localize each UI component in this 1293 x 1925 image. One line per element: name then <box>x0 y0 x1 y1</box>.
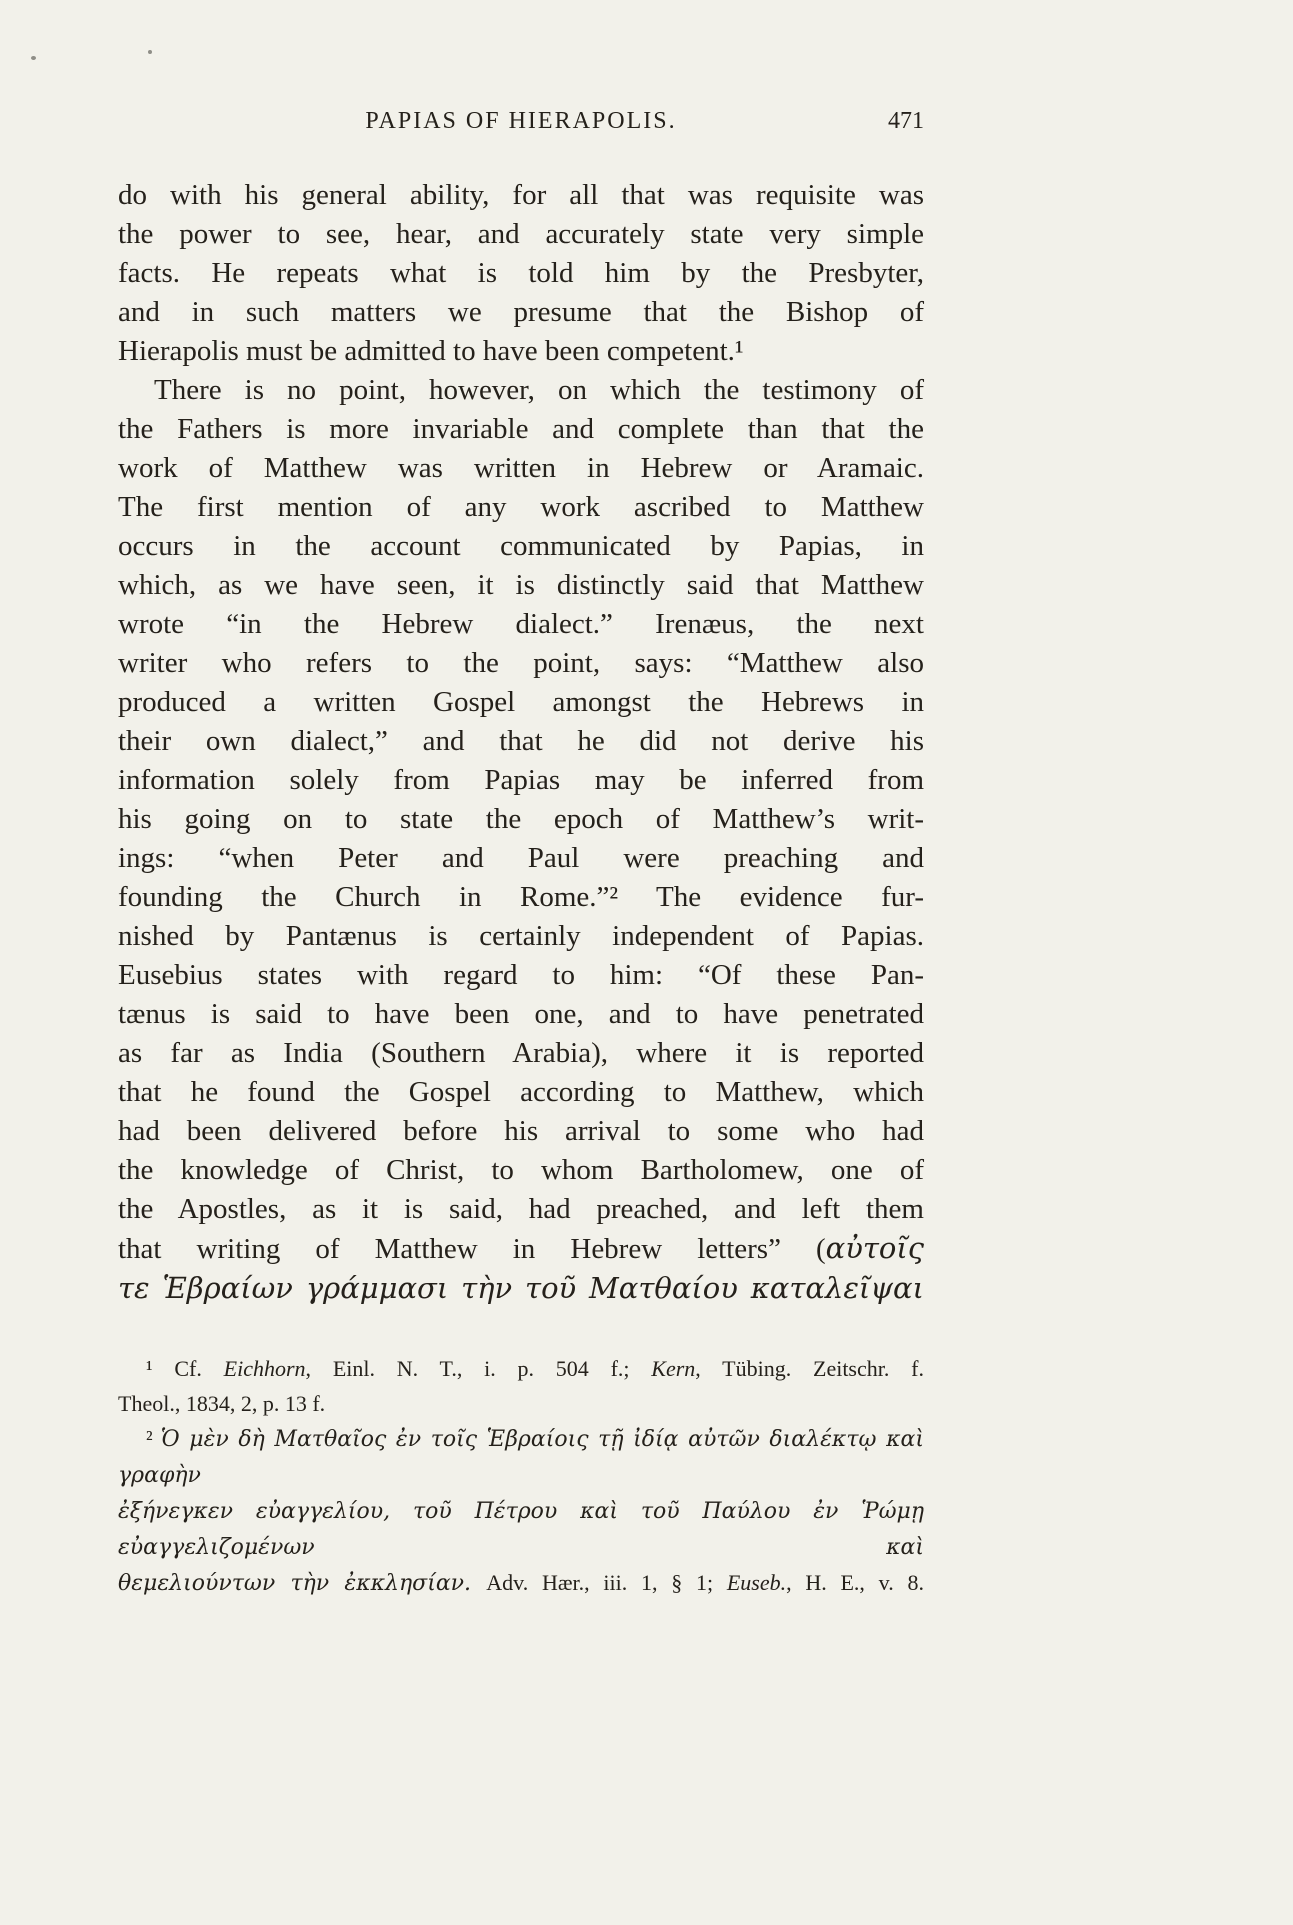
text-segment: and in such matters we presume that the Bishop of <box>118 296 924 328</box>
text-segment: , H. E., v. 8. <box>786 1570 924 1595</box>
text-segment: the Fathers is more invariable and complete than that the <box>118 413 924 445</box>
text-segment: ings: “when Peter and Paul were preaching and <box>118 842 924 874</box>
text-segment: , Tübing. Zeitschr. f. <box>695 1356 924 1381</box>
running-title: PAPIAS OF HIERAPOLIS. <box>365 108 677 134</box>
text-segment: , Einl. N. T., i. p. 504 f.; <box>305 1356 652 1381</box>
text-line <box>118 1190 924 1229</box>
text-line <box>118 878 924 917</box>
text-segment: ² <box>146 1426 161 1451</box>
text-segment: do with his general ability, for all that was requisite was <box>118 179 924 211</box>
greek-text: αὐτοῖς <box>825 1231 924 1265</box>
text-segment: Eusebius states with regard to him: “Of these Pan- <box>118 959 924 991</box>
text-segment: which, as we have seen, it is distinctly said that Matthew <box>118 569 924 601</box>
footnotes <box>118 1351 924 1601</box>
greek-text: τε Ἑβραίων γράμμασι τὴν τοῦ Ματθαίου καταλεῖψαι <box>118 1271 924 1305</box>
text-segment: wrote “in the Hebrew dialect.” Irenæus, the next <box>118 608 924 640</box>
text-line <box>118 410 924 449</box>
scan-speck <box>31 56 36 60</box>
text-segment: Eichhorn <box>223 1356 306 1381</box>
text-segment: as far as India (Southern Arabia), where it is reported <box>118 1037 924 1069</box>
text-segment: that he found the Gospel according to Matthew, which <box>118 1076 924 1108</box>
text-segment: Euseb. <box>726 1570 787 1595</box>
text-line <box>118 449 924 488</box>
text-line <box>118 917 924 956</box>
text-line <box>118 1112 924 1151</box>
text-segment: the knowledge of Christ, to whom Bartholomew, one of <box>118 1154 924 1186</box>
scan-speck <box>148 50 152 54</box>
text-line <box>118 1386 924 1421</box>
greek-text: ἐξήνεγκεν εὐαγγελίου, τοῦ Πέτρου καὶ τοῦ Παύλου ἐν Ῥώμῃ εὐαγγελιζομένων καὶ <box>118 1499 924 1560</box>
text-segment: their own dialect,” and that he did not derive his <box>118 725 924 757</box>
text-segment: Theol., 1834, 2, p. 13 f. <box>118 1391 326 1416</box>
page-header <box>118 108 924 140</box>
text-segment: information solely from Papias may be inferred from <box>118 764 924 796</box>
text-line <box>118 176 924 215</box>
text-line <box>118 527 924 566</box>
text-segment: the Apostles, as it is said, had preached, and left them <box>118 1193 924 1225</box>
text-line <box>118 1269 924 1309</box>
text-segment: founding the Church in Rome.”² The evidence fur- <box>118 881 924 913</box>
text-line <box>118 371 924 410</box>
text-segment: facts. He repeats what is told him by the Presbyter, <box>118 257 924 289</box>
text-line <box>118 761 924 800</box>
text-line <box>118 683 924 722</box>
text-line <box>118 1034 924 1073</box>
text-line <box>118 332 924 371</box>
page-content <box>118 108 924 1601</box>
text-segment: the power to see, hear, and accurately state very simple <box>118 218 924 250</box>
text-line <box>118 722 924 761</box>
text-segment: ¹ Cf. <box>146 1356 224 1381</box>
text-line <box>118 1421 924 1493</box>
text-line <box>118 995 924 1034</box>
greek-text: θεμελιούντων τὴν ἐκκλησίαν. <box>118 1571 487 1596</box>
text-line <box>118 644 924 683</box>
text-line <box>118 488 924 527</box>
page-number: 471 <box>888 108 924 134</box>
text-line <box>118 839 924 878</box>
text-line <box>118 1351 924 1386</box>
body-text <box>118 176 924 1309</box>
text-segment: tænus is said to have been one, and to have penetrated <box>118 998 924 1030</box>
text-line <box>118 293 924 332</box>
text-segment: nished by Pantænus is certainly independent of Papias. <box>118 920 924 952</box>
text-line <box>118 1229 924 1269</box>
text-segment: that writing of Matthew in Hebrew letters” ( <box>118 1233 826 1265</box>
text-segment: Adv. Hær., iii. 1, § 1; <box>486 1570 727 1595</box>
text-segment: occurs in the account communicated by Papias, in <box>118 530 924 562</box>
text-line <box>118 956 924 995</box>
text-line <box>118 605 924 644</box>
text-segment: writer who refers to the point, says: “Matthew also <box>118 647 924 679</box>
text-segment: produced a written Gospel amongst the Hebrews in <box>118 686 924 718</box>
text-line <box>118 1493 924 1565</box>
text-segment: Hierapolis must be admitted to have been competent.¹ <box>118 335 744 367</box>
text-segment: his going on to state the epoch of Matthew’s writ- <box>118 803 924 835</box>
text-line <box>118 254 924 293</box>
greek-text: Ὁ μὲν δὴ Ματθαῖος ἐν τοῖς Ἑβραίοις τῇ ἰδίᾳ αὐτῶν διαλέκτῳ καὶ γραφὴν <box>118 1427 924 1488</box>
text-line <box>118 566 924 605</box>
text-line <box>118 215 924 254</box>
text-segment: had been delivered before his arrival to some who had <box>118 1115 924 1147</box>
text-line <box>118 1151 924 1190</box>
text-line <box>118 800 924 839</box>
text-line <box>118 1073 924 1112</box>
text-line <box>118 1565 924 1601</box>
text-segment: Kern <box>651 1356 696 1381</box>
text-segment: There is no point, however, on which the testimony of <box>154 374 924 406</box>
text-segment: The first mention of any work ascribed to Matthew <box>118 491 924 523</box>
text-segment: work of Matthew was written in Hebrew or Aramaic. <box>118 452 924 484</box>
